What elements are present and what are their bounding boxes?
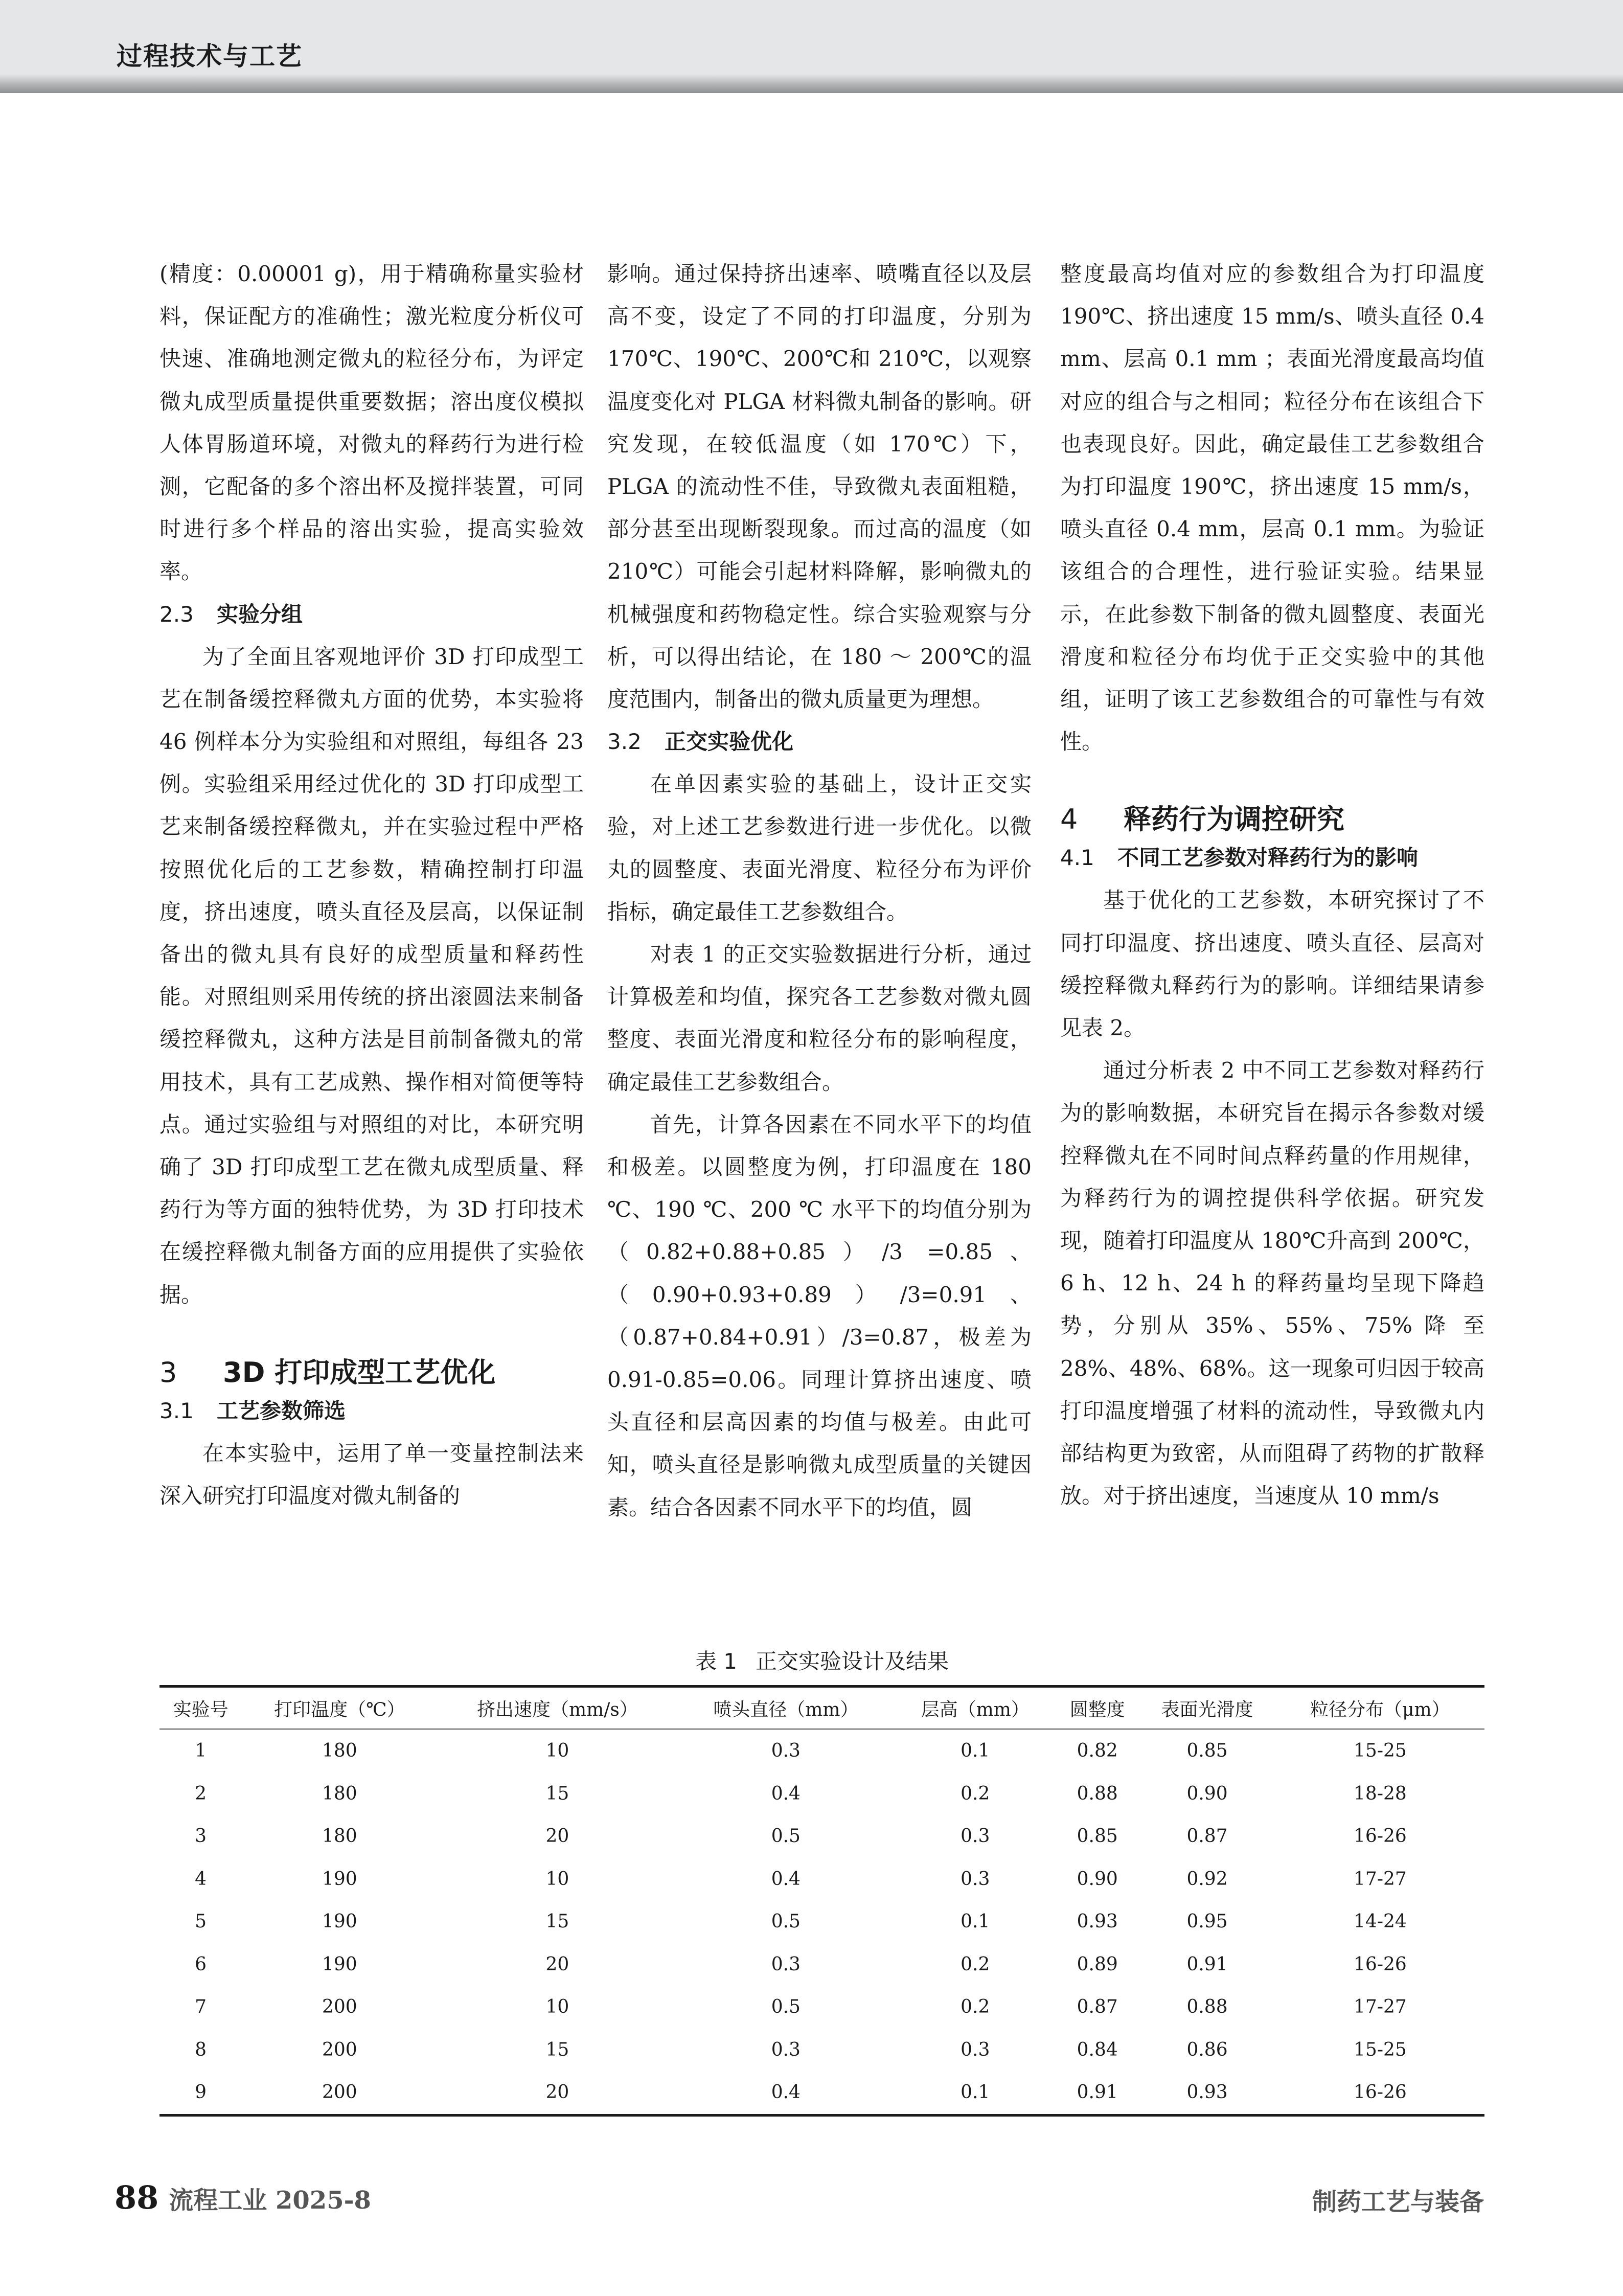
column-header: 圆整度	[1069, 1699, 1125, 1720]
table-cell: 180	[322, 1783, 357, 1804]
paragraph: 基于优化的工艺参数，本研究探讨了不同打印温度、挤出速度、喷头直径、层高对缓控释微丸释药行为的影响。详细结果请参见表 2。	[1060, 888, 1484, 1041]
table-number: 表 1	[695, 1649, 738, 1674]
table-cell: 20	[545, 1953, 569, 1975]
table-cell: 0.3	[961, 1868, 990, 1890]
table-cell: 200	[322, 2082, 357, 2103]
table-cell: 0.92	[1186, 1868, 1228, 1890]
paragraph: 在单因素实验的基础上，设计正交实验，对上述工艺参数进行进一步优化。以微丸的圆整度、表面光滑度、粒径分布为评价指标，确定最佳工艺参数组合。	[607, 771, 1032, 924]
section-heading-4-1	[1060, 836, 1484, 879]
column-header: 粒径分布（μm）	[1310, 1699, 1450, 1720]
table-cell: 0.86	[1186, 2039, 1228, 2060]
column-header: 喷头直径（mm）	[713, 1699, 859, 1720]
table-row	[159, 2071, 1484, 2115]
paragraph: 整度最高均值对应的参数组合为打印温度 190℃、挤出速度 15 mm/s、喷头直径 0.4 mm、层高 0.1 mm ；表面光滑度最高均值对应的组合与之相同；粒径分布在该组合下也表现良好。因此，确定最佳工艺参数组合为打印温度 190℃，挤出速度 15 mm/s，喷头直径 0.4 mm，层高 0.1 mm。为验证该组合的合理性，进行验证实验。结果显示，在此参数下制备的微丸圆整度、表面光滑度和粒径分布均优于正交实验中的其他组，证明了该工艺参数组合的可靠性与有效性。	[1060, 261, 1484, 755]
table-cell: 15	[545, 1783, 569, 1804]
table-cell: 180	[322, 1740, 357, 1762]
table-cell: 0.87	[1186, 1826, 1228, 1847]
table-cell: 15	[545, 2039, 569, 2060]
table-cell: 0.3	[961, 1826, 990, 1847]
table-cell: 15	[545, 1911, 569, 1933]
column-header: 实验号	[173, 1699, 228, 1720]
running-header-section-name: 过程技术与工艺	[117, 41, 303, 71]
table-cell: 0.93	[1077, 1911, 1118, 1933]
table-cell: 2	[195, 1783, 207, 1804]
paragraph: 在本实验中，运用了单一变量控制法来深入研究打印温度对微丸制备的	[159, 1440, 584, 1509]
table-row	[159, 1815, 1484, 1858]
table-cell: 200	[322, 2039, 357, 2060]
table-cell: 0.1	[961, 1911, 990, 1933]
table-cell: 18-28	[1354, 1783, 1407, 1804]
table-cell: 0.87	[1077, 1996, 1118, 2018]
table-cell: 5	[195, 1911, 207, 1933]
section-number: 3	[159, 1356, 177, 1389]
section-title: 不同工艺参数对释药行为的影响	[1117, 845, 1419, 871]
paragraph: 对表 1 的正交实验数据进行分析，通过计算极差和均值，探究各工艺参数对微丸圆整度、表面光滑度和粒径分布的影响程度，确定最佳工艺参数组合。	[607, 942, 1032, 1095]
section-title: 3D 打印成型工艺优化	[223, 1356, 496, 1389]
table-cell: 10	[545, 1740, 569, 1762]
table-cell: 190	[322, 1953, 357, 1975]
table-row	[159, 1986, 1484, 2029]
paragraph: (精度：0.00001 g)，用于精确称量实验材料，保证配方的准确性；激光粒度分析仪可快速、准确地测定微丸的粒径分布，为评定微丸成型质量提供重要数据；溶出度仪模拟人体胃肠道环境，对微丸的释药行为进行检测，它配备的多个溶出杯及搅拌装置，可同时进行多个样品的溶出实验，提高实验效率。	[159, 261, 584, 584]
table-cell: 0.3	[771, 1953, 801, 1975]
section-number: 2.3	[159, 601, 194, 627]
table-cell: 0.89	[1077, 1953, 1118, 1975]
paragraph: 首先，计算各因素在不同水平下的均值和极差。以圆整度为例，打印温度在 180 ℃、190 ℃、200 ℃ 水平下的均值分别为（0.82+0.88+0.85）/3 =0.85、（0.90+0.93+0.89）/3=0.91、（0.87+0.84+0.91）/3=0.87，极差为 0.91-0.85=0.06。同理计算挤出速度、喷头直径和层高因素的均值与极差。由此可知，喷头直径是影响微丸成型质量的关键因素。结合各因素不同水平下的均值，圆	[607, 1111, 1032, 1520]
table-cell: 0.2	[961, 1996, 990, 2018]
page-footer-column-name: 制药工艺与装备	[1312, 2188, 1484, 2216]
table-cell: 8	[195, 2039, 207, 2060]
section-number: 3.2	[607, 729, 642, 755]
paragraph: 通过分析表 2 中不同工艺参数对释药行为的影响数据，本研究旨在揭示各参数对缓控释微丸在不同时间点释药量的作用规律，为释药行为的调控提供科学依据。研究发现，随着打印温度从 180℃升高到 200℃，6 h、12 h、24 h 的释药量均呈现下降趋势，分别从 35%、55%、75% 降 至 28%、48%、68%。这一现象可归因于较高打印温度增强了材料的流动性，导致微丸内部结构更为致密，从而阻碍了药物的扩散释放。对于挤出速度，当速度从 10 mm/s	[1060, 1058, 1484, 1509]
column-header: 表面光滑度	[1161, 1699, 1253, 1720]
table-cell: 0.4	[771, 1868, 801, 1890]
table-cell: 0.82	[1077, 1740, 1118, 1762]
text-column-2	[607, 253, 1032, 1529]
table-header-row	[159, 1687, 1484, 1730]
table-row	[159, 1858, 1484, 1901]
column-header: 打印温度（℃）	[274, 1699, 405, 1720]
table-cell: 17-27	[1354, 1996, 1407, 2018]
table-cell: 15-25	[1354, 1740, 1407, 1762]
table-cell: 3	[195, 1826, 207, 1847]
table-cell: 0.3	[961, 2039, 990, 2060]
text-column-1	[159, 253, 584, 1517]
section-heading-4	[1060, 800, 1484, 839]
section-heading-3-1	[159, 1390, 584, 1432]
table-cell: 0.1	[961, 1740, 990, 1762]
table-row	[159, 1943, 1484, 1986]
table-cell: 0.5	[771, 1911, 801, 1933]
table-cell: 0.88	[1077, 1783, 1118, 1804]
table-cell: 0.3	[771, 2039, 801, 2060]
section-number: 3.1	[159, 1398, 194, 1423]
section-title: 释药行为调控研究	[1124, 803, 1344, 836]
table-cell: 0.91	[1077, 2082, 1118, 2103]
table-row	[159, 1772, 1484, 1815]
table-cell: 14-24	[1354, 1911, 1407, 1933]
section-number: 4	[1060, 803, 1078, 836]
table-cell: 0.5	[771, 1826, 801, 1847]
section-title: 正交实验优化	[665, 729, 794, 755]
table-cell: 0.4	[771, 1783, 801, 1804]
paragraph: 影响。通过保持挤出速率、喷嘴直径以及层高不变，设定了不同的打印温度，分别为 170℃、190℃、200℃和 210℃，以观察温度变化对 PLGA 材料微丸制备的影响。研究发现，在较低温度（如 170℃）下，PLGA 的流动性不佳，导致微丸表面粗糙，部分甚至出现断裂现象。而过高的温度（如 210℃）可能会引起材料降解，影响微丸的机械强度和药物稳定性。综合实验观察与分析，可以得出结论，在 180 ～ 200℃的温度范围内，制备出的微丸质量更为理想。	[607, 261, 1032, 712]
section-number: 4.1	[1060, 845, 1094, 871]
table-cell: 0.84	[1077, 2039, 1118, 2060]
paragraph: 为了全面且客观地评价 3D 打印成型工艺在制备缓控释微丸方面的优势，本实验将 46 例样本分为实验组和对照组，每组各 23 例。实验组采用经过优化的 3D 打印成型工艺来制备缓控释微丸，并在实验过程中严格按照优化后的工艺参数，精确控制打印温度，挤出速度，喷头直径及层高，以保证制备出的微丸具有良好的成型质量和释药性能。对照组则采用传统的挤出滚圆法来制备缓控释微丸，这种方法是目前制备微丸的常用技术，具有工艺成熟、操作相对简便等特点。通过实验组与对照组的对比，本研究明确了 3D 打印成型工艺在微丸成型质量、释药行为等方面的独特优势，为 3D 打印技术在缓控释微丸制备方面的应用提供了实验依据。	[159, 644, 584, 1307]
table-cell: 15-25	[1354, 2039, 1407, 2060]
section-title: 工艺参数筛选	[217, 1398, 346, 1423]
table-cell: 20	[545, 1826, 569, 1847]
section-heading-3	[159, 1353, 584, 1393]
table-cell: 9	[195, 2082, 207, 2103]
table-cell: 0.1	[961, 2082, 990, 2103]
table-cell: 10	[545, 1996, 569, 2018]
table-cell: 16-26	[1354, 2082, 1407, 2103]
table-cell: 190	[322, 1868, 357, 1890]
section-title: 实验分组	[217, 601, 303, 627]
table-row	[159, 1729, 1484, 1772]
table-cell: 4	[195, 1868, 207, 1890]
table-cell: 0.2	[961, 1783, 990, 1804]
table-cell: 0.85	[1186, 1740, 1228, 1762]
table-cell: 17-27	[1354, 1868, 1407, 1890]
table-cell: 0.5	[771, 1996, 801, 2018]
table-cell: 1	[195, 1740, 207, 1762]
table-cell: 16-26	[1354, 1826, 1407, 1847]
section-heading-3-2	[607, 720, 1032, 763]
table-cell: 0.88	[1186, 1996, 1228, 2018]
table-cell: 0.90	[1077, 1868, 1118, 1890]
table-cell: 0.90	[1186, 1783, 1228, 1804]
orthogonal-experiment-table	[159, 1685, 1484, 2117]
table-cell: 6	[195, 1953, 207, 1975]
table-cell: 0.3	[771, 1740, 801, 1762]
magazine-issue: 流程工业 2025-8	[169, 2186, 371, 2215]
table-cell: 0.93	[1186, 2082, 1228, 2103]
table-cell: 0.4	[771, 2082, 801, 2103]
table-caption	[159, 1645, 1484, 1678]
table-cell: 0.2	[961, 1953, 990, 1975]
running-header-band	[0, 0, 1623, 93]
table-row	[159, 2029, 1484, 2072]
section-heading-2-3	[159, 593, 584, 635]
table-cell: 20	[545, 2082, 569, 2103]
table-cell: 10	[545, 1868, 569, 1890]
column-header: 层高（mm）	[921, 1699, 1030, 1720]
table-cell: 0.91	[1186, 1953, 1228, 1975]
column-header: 挤出速度（mm/s）	[476, 1699, 638, 1720]
table-cell: 190	[322, 1911, 357, 1933]
table-cell: 16-26	[1354, 1953, 1407, 1975]
table-cell: 180	[322, 1826, 357, 1847]
table-row	[159, 1900, 1484, 1943]
table-cell: 0.85	[1077, 1826, 1118, 1847]
text-column-3	[1060, 253, 1484, 1517]
table-cell: 0.95	[1186, 1911, 1228, 1933]
page-footer-left	[115, 2179, 371, 2216]
table-cell: 200	[322, 1996, 357, 2018]
page-number: 88	[115, 2179, 159, 2216]
table-cell: 7	[195, 1996, 207, 2018]
table-title: 正交实验设计及结果	[756, 1649, 949, 1674]
